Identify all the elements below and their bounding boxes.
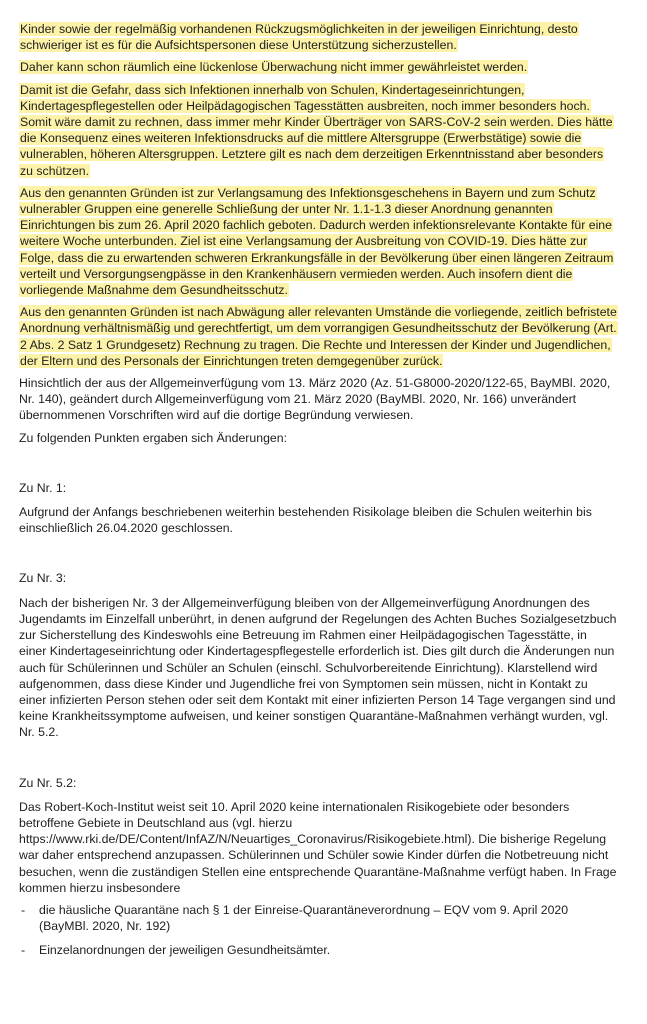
highlighted-paragraph bbox=[19, 304, 617, 369]
section-heading: Zu Nr. 5.2: bbox=[19, 775, 77, 790]
highlight-text: Aus den genannten Gründen ist zur Verlangsamung des Infektionsgeschehens in Bayern und zum Schutz vulnerabler Gruppen eine generelle Schließung der unter Nr. 1.1-1.3 dieser Anordnung genannten Einrichtungen bis zum 26. April 2020 fachlich geboten. Dadurch werden infektionsrelevante Kontakte für eine weitere Woche unterbunden. Ziel ist eine Verlangsamung der Ausbreitung von COVID-19. Dies hätte zur Folge, dass die zu erwartenden schweren Erkrankungsfälle in der Bevölkerung über einen längeren Zeitraum verteilt und Versorgungsengpässe in den Krankenhäusern vermieden werden. Auch insofern dient die vorliegende Maßnahme dem Gesundheitsschutz. bbox=[20, 185, 614, 298]
list-item: - die häusliche Quarantäne nach § 1 der Einreise-Quarantäneverordnung – EQV vom 9. April 2020 (BayMBl. 2020, Nr. 192) bbox=[19, 902, 617, 934]
highlight-text: Damit ist die Gefahr, dass sich Infektionen innerhalb von Schulen, Kindertageseinrichtungen, Kindertagespflegestellen oder Heilpädagogischen Tagesstätten ausbreiten, noch immer besonders hoch. Somit wäre damit zu rechnen, dass immer mehr Kinder Überträger von SARS-CoV-2 sein werden. Dies hätte die Konsequenz eines weiteren Infektionsdrucks auf die mittlere Altersgruppe (Erwerbstätige) sowie die vulnerablen, höheren Altersgruppen. Letztere gilt es nach dem derzeitigen Erkenntnisstand aber besonders zu schützen. bbox=[20, 82, 613, 178]
section-text: Aufgrund der Anfangs beschriebenen weiterhin bestehenden Risikolage bleiben die Schulen weiterhin bis einschließlich 26.04.2020 geschlossen. bbox=[19, 505, 592, 536]
section-text: Das Robert-Koch-Institut weist seit 10. April 2020 keine internationalen Risikogebiete oder besonders betroffene Gebiete in Deutschland aus (vgl. hierzu https://www.rki.de/DE/Content/InfAZ/N/Neuartiges_Coronavirus/Risikogebiete.html). Die bisherige Regelung war daher entsprechend anzupassen. Schülerinnen und Schüler sowie Kinder dürfen die Notbetreuung nicht besuchen, wenn die zuständigen Stellen eine entsprechende Quarantäne-Maßnahme verfügt haben. In Frage kommen hierzu insbesondere bbox=[19, 799, 617, 895]
spacer bbox=[19, 542, 617, 570]
highlight-text: Aus den genannten Gründen ist nach Abwägung aller relevanten Umstände die vorliegende, zeitlich befristete Anordnung verhältnismäßig und gerechtfertigt, um dem vorrangigen Gesundheitsschutz der Bevölkerung (Art. 2 Abs. 2 Satz 1 Grundgesetz) Rechnung zu tragen. Die Rechte und Interessen der Kinder und Jugendlichen, der Eltern und des Personals der Einrichtungen treten demgegenüber zurück. bbox=[20, 305, 617, 368]
intro-paragraph: Hinsichtlich der aus der Allgemeinverfügung vom 13. März 2020 (Az. 51-G8000-2020/122-65, BayMBl. 2020, Nr. 140), geändert durch Allgemeinverfügung vom 21. März 2020 (BayMBl. 2020, Nr. 166) unverändert übernommenen Vorschriften wird auf die dortige Begründung verwiesen. bbox=[19, 376, 611, 423]
section-heading: Zu Nr. 3: bbox=[19, 571, 67, 586]
highlighted-paragraph bbox=[19, 21, 617, 53]
intro-paragraph: Zu folgenden Punkten ergaben sich Änderungen: bbox=[19, 430, 287, 445]
highlight-text: Daher kann schon räumlich eine lückenlose Überwachung nicht immer gewährleistet werden. bbox=[20, 60, 528, 75]
spacer bbox=[19, 452, 617, 480]
highlighted-paragraph bbox=[19, 82, 617, 179]
section-heading: Zu Nr. 1: bbox=[19, 480, 67, 495]
spacer bbox=[19, 747, 617, 775]
highlighted-paragraph bbox=[19, 59, 617, 75]
section-text: Nach der bisherigen Nr. 3 der Allgemeinverfügung bleiben von der Allgemeinverfügung Anordnungen des Jugendamts im Einzelfall unberührt, in denen aufgrund der Regelungen des Achten Buches Sozialgesetzbuch zur Sicherstellung des Kindeswohls eine Betreuung im Rahmen einer Heilpädagogischen Tagesstätte, in einer Kindertageseinrichtung oder Kindertagespflegestelle erforderlich ist. Dies gilt durch die Änderungen nun auch für Schülerinnen und Schüler an Schulen (einschl. Schulvorbereitende Einrichtung). Klarstellend wird aufgenommen, dass diese Kinder und Jugendliche frei von Symptomen sein müssen, nicht in Kontakt zu einer infizierten Person stehen oder seit dem Kontakt mit einer infizierten Person 14 Tage vergangen sind und keine Krankheitssymptome aufweisen, und keiner sonstigen Quarantäne-Maßnahmen verhängt wurden, vgl. Nr. 5.2. bbox=[19, 595, 617, 740]
bullet-list bbox=[19, 902, 617, 959]
list-item: - Einzelanordnungen der jeweiligen Gesundheitsämter. bbox=[19, 942, 617, 958]
highlighted-paragraph bbox=[19, 185, 617, 298]
highlight-text: Kinder sowie der regelmäßig vorhandenen Rückzugsmöglichkeiten in der jeweiligen Einrichtung, desto schwieriger ist es für die Aufsichtspersonen diese Unterstützung sicherzustellen. bbox=[20, 22, 578, 53]
